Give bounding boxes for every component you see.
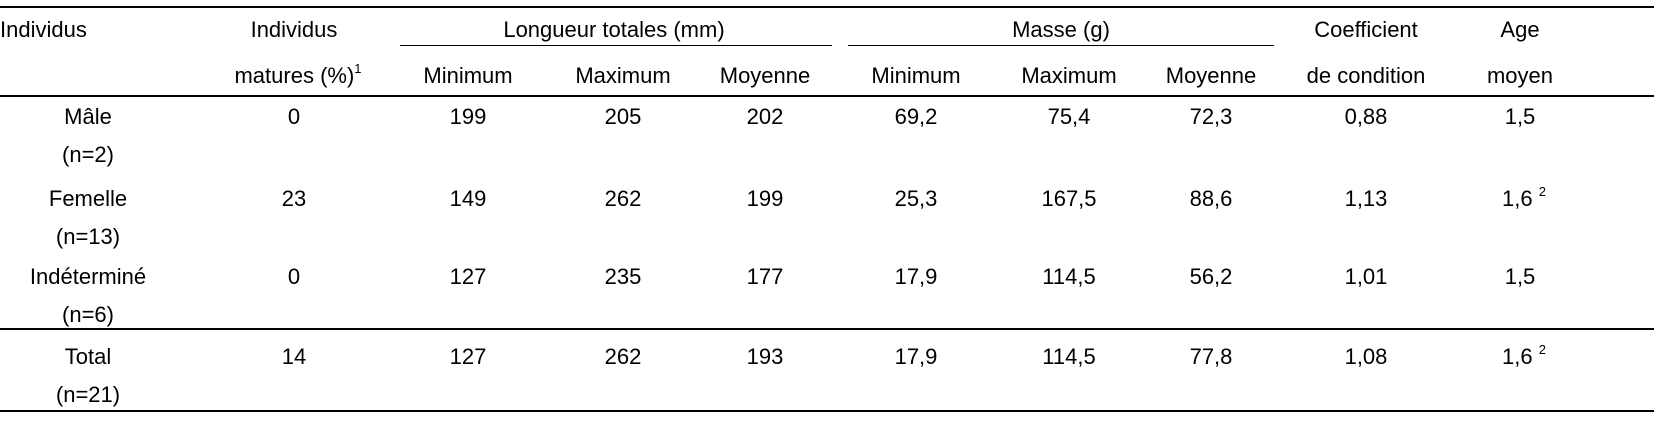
- masse-group-underline: [848, 45, 1274, 46]
- cell-longueur-moy: 199: [746, 186, 784, 211]
- cell-longueur-min: 127: [449, 264, 487, 289]
- header-coefficient-line1: Coefficient: [1314, 17, 1418, 42]
- header-individus-matures-line2: [234, 63, 361, 89]
- header-masse-moyenne: Moyenne: [1165, 63, 1257, 88]
- row-count: (n=6): [62, 302, 114, 327]
- cell-longueur-min: 199: [449, 104, 487, 129]
- row-count: (n=13): [55, 224, 121, 249]
- header-longueur-group: Longueur totales (mm): [503, 17, 725, 42]
- footnote-marker: 2: [1538, 342, 1546, 357]
- bottom-rule: [0, 410, 1654, 412]
- row-count: (n=21): [55, 382, 121, 407]
- header-age-line1: Age: [1500, 17, 1540, 42]
- cell-coefficient: 1,08: [1344, 344, 1388, 369]
- cell-age: [1502, 344, 1546, 370]
- header-masse-group: Masse (g): [1012, 17, 1110, 42]
- cell-masse-max: 75,4: [1047, 104, 1091, 129]
- cell-masse-min: 25,3: [894, 186, 938, 211]
- cell-longueur-max: 262: [604, 344, 642, 369]
- cell-longueur-min: 127: [449, 344, 487, 369]
- top-rule: [0, 6, 1654, 8]
- footnote-marker: 2: [1538, 184, 1546, 199]
- longueur-group-underline: [400, 45, 832, 46]
- header-matures-text: matures (%): [234, 63, 355, 88]
- cell-masse-moy: 56,2: [1189, 264, 1233, 289]
- cell-masse-moy: 88,6: [1189, 186, 1233, 211]
- header-age-line2: moyen: [1486, 63, 1554, 88]
- cell-masse-max: 167,5: [1041, 186, 1097, 211]
- cell-longueur-moy: 177: [746, 264, 784, 289]
- cell-age-value: 1,6: [1502, 186, 1533, 211]
- cell-longueur-moy: 193: [746, 344, 784, 369]
- cell-masse-max: 114,5: [1042, 344, 1096, 369]
- cell-age-value: 1,6: [1502, 344, 1533, 369]
- cell-longueur-min: 149: [449, 186, 487, 211]
- cell-coefficient: 1,13: [1344, 186, 1388, 211]
- cell-age: [1502, 186, 1546, 212]
- cell-age: [1505, 264, 1536, 290]
- footnote-marker: 1: [354, 61, 362, 76]
- row-count: (n=2): [62, 142, 114, 167]
- header-masse-minimum: Minimum: [871, 63, 961, 88]
- row-label: Mâle: [64, 104, 112, 129]
- cell-longueur-max: 262: [604, 186, 642, 211]
- cell-longueur-moy: 202: [746, 104, 784, 129]
- header-longueur-minimum: Minimum: [423, 63, 513, 88]
- row-label: Total: [64, 344, 112, 369]
- cell-matures: 14: [281, 344, 307, 369]
- header-individus: Individus: [0, 17, 87, 42]
- row-label: Femelle: [48, 186, 128, 211]
- header-individus-matures-line1: Individus: [250, 17, 338, 42]
- cell-coefficient: 0,88: [1344, 104, 1388, 129]
- header-coefficient-line2: de condition: [1306, 63, 1426, 88]
- cell-matures: 23: [281, 186, 307, 211]
- header-masse-maximum: Maximum: [1021, 63, 1117, 88]
- cell-matures: 0: [287, 104, 301, 129]
- cell-masse-min: 17,9: [894, 344, 938, 369]
- cell-age-value: 1,5: [1504, 104, 1536, 129]
- cell-masse-moy: 72,3: [1189, 104, 1233, 129]
- header-longueur-moyenne: Moyenne: [719, 63, 811, 88]
- cell-age: [1505, 104, 1536, 130]
- total-separator-rule: [0, 328, 1654, 330]
- header-longueur-maximum: Maximum: [575, 63, 671, 88]
- cell-masse-moy: 77,8: [1189, 344, 1233, 369]
- cell-longueur-max: 235: [604, 264, 642, 289]
- cell-masse-max: 114,5: [1042, 264, 1096, 289]
- cell-matures: 0: [287, 264, 301, 289]
- header-bottom-rule: [0, 95, 1654, 97]
- cell-masse-min: 17,9: [894, 264, 938, 289]
- row-label: Indéterminé: [29, 264, 147, 289]
- cell-longueur-max: 205: [604, 104, 642, 129]
- cell-masse-min: 69,2: [894, 104, 938, 129]
- cell-coefficient: 1,01: [1344, 264, 1388, 289]
- cell-age-value: 1,5: [1504, 264, 1536, 289]
